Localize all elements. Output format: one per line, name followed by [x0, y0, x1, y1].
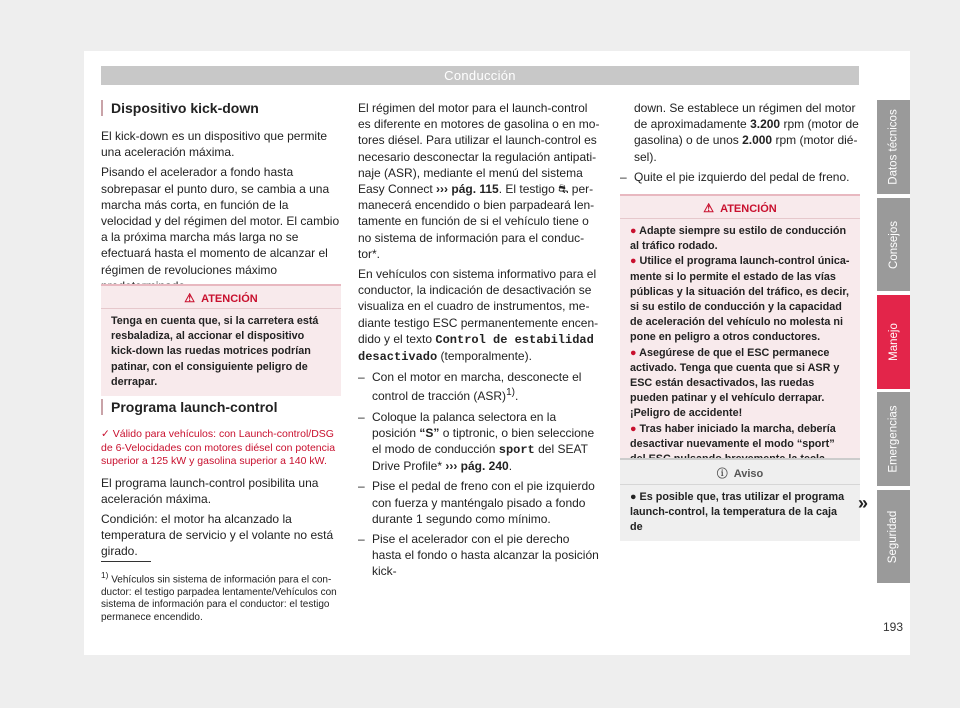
- notice-item-text: Es posible que, tras utilizar el programa launch-control, la temperatura de la caja de: [630, 491, 845, 534]
- warning-item: ● Adapte siempre su estilo de conducción al tráfico rodado.: [630, 225, 847, 253]
- step-item: – Quite el pie izquierdo del pedal de freno.: [620, 169, 850, 184]
- step-item: – Con el motor en marcha, desconecte el control de tracción (ASR)$^{1)}$.: [358, 370, 582, 404]
- text: permanecerá encendido o bien parpadeará lentamente en función de si el vehículo tiene o no sistema de información para el conductor*.: [358, 182, 595, 261]
- step-item: – Coloque la palanca selectora en la posición “S” o tiptronic, o bien seleccione el modo de conducción sport del SEAT Drive Profile* ››› pág. 240.: [358, 409, 595, 474]
- side-tab-label: Emergencias: [887, 405, 900, 473]
- page-number: 193: [882, 620, 904, 634]
- warning-title: [620, 196, 860, 219]
- page-reference-link[interactable]: ››› pág. 240: [445, 459, 509, 474]
- warning-item-text: Utilice el programa launch-control únicamente si lo permite el estado de las vías públicas y la situación del tráfico, es decir, si su estilo de conducción y la capacidad de aceleración del vehículo no molesta ni pone en peligro a otros conductores.: [630, 255, 850, 344]
- rpm-value: 3.200: [750, 117, 781, 132]
- warning-list: [620, 219, 860, 488]
- step-text: Coloque la palanca selectora en la posición: [372, 409, 557, 440]
- text: En vehículos con sistema informativo para el conductor, la indicación de desactivación se visualiza en el cuadro de instrumentos, mediante testigo ESC permanentemente encendido y el texto: [358, 267, 599, 346]
- mode-label: sport: [498, 443, 535, 458]
- notice-title-text: Aviso: [733, 468, 764, 480]
- step-text: Pise el pedal de freno con el pie izquierdo con fuerza y manténgalo pisado a fondo durante 1 segundo como mínimo.: [372, 479, 595, 526]
- warning-item-text: Adapte siempre su estilo de conducción al tráfico rodado.: [630, 225, 847, 253]
- footnote: [101, 569, 341, 624]
- step-text: rpm (motor diésel).: [634, 133, 858, 164]
- text: . El testigo: [498, 182, 559, 197]
- notice-title: [620, 460, 860, 485]
- warning-box-kickdown: [101, 284, 341, 396]
- side-tab-consejos[interactable]: [877, 198, 910, 291]
- side-tab-datos-tecnicos[interactable]: [877, 100, 910, 194]
- validity-note: [101, 428, 341, 469]
- footnote-mark: 1): [101, 570, 109, 580]
- validity-text: Válido para vehículos: con Launch-control/DSG de 6-Velocidades con motores diésel con potencia superior a 125 kW y gasolina superior a 140 kW.: [101, 428, 336, 467]
- chapter-title: Conducción: [444, 68, 516, 83]
- step-text: o tiptronic, o bien seleccione el modo de conducción: [372, 425, 595, 457]
- warning-text: Tenga en cuenta que, si la carretera está resbaladiza, al accionar el dispositivo kick-down las ruedas motrices podrían patinar, con el consiguiente peligro de derrapar.: [111, 315, 319, 388]
- step-text: Con el motor en marcha, desconecte el control de tracción (ASR): [372, 370, 582, 404]
- warning-box-launch: [620, 194, 860, 488]
- paragraph: [358, 100, 602, 262]
- side-tab-label: Consejos: [887, 220, 900, 269]
- warning-title-text: ATENCIÓN: [720, 203, 777, 215]
- step-text: Pise el acelerador con el pie derecho hasta el fondo o hasta alcanzar la posición kick-: [372, 532, 599, 579]
- text: El régimen del motor para el launch-control es diferente en motores de gasolina o en motores diésel. Para utilizar el launch-control es necesario desconectar la regulación antipatinaje (ASR), mediante el menú del sistema Easy Connect: [358, 101, 600, 197]
- text: (temporalmente).: [437, 349, 532, 364]
- display-text: Control de estabilidad desactivado: [358, 332, 594, 365]
- right-column: [620, 100, 860, 189]
- step-continuation: [620, 100, 860, 165]
- warning-item: ● Utilice el programa launch-control únicamente si lo permite el estado de las vías públicas y la situación del tráfico, es decir, si su estilo de conducción y la capacidad de aceleración del vehículo no molesta ni pone en peligro a otros conductores.: [630, 255, 850, 344]
- side-tab-label: Datos técnicos: [887, 109, 900, 185]
- notice-text: ● Es posible que, tras utilizar el programa launch-control, la temperatura de la caja de: [630, 491, 845, 534]
- side-tab-label: Seguridad: [887, 510, 900, 563]
- footnote-ref: 1): [506, 387, 515, 399]
- paragraph: [358, 266, 602, 365]
- check-icon: ✓: [101, 428, 110, 440]
- warning-item: ● Tras haber iniciado la marcha, debería desactivar nuevamente el modo “sport”: [630, 422, 850, 483]
- left-column-lower: [101, 399, 341, 564]
- left-column: [101, 100, 341, 298]
- paragraph: El kick-down es un dispositivo que permite una aceleración máxima.: [101, 129, 328, 160]
- step-text: down. Se establece un régimen del motor de aproximadamente: [634, 101, 856, 132]
- warning-item-text: Asegúrese de que el ESC permanece activado. Tenga que cuenta que si ASR y ESC están desactivados, las ruedas pueden patinar y el vehículo derrapar. ¡Peligro de accidente!: [630, 346, 840, 420]
- info-icon: ⓘ: [716, 468, 728, 480]
- mode-label: “S”: [419, 425, 440, 440]
- step-text: del SEAT Drive Profile*: [372, 442, 588, 474]
- warning-triangle-icon: ⚠: [703, 201, 715, 215]
- paragraph: Condición: el motor ha alcanzado la temperatura de servicio y el volante no está girado.: [101, 511, 334, 559]
- step-text: rpm (motor de gasolina) o de unos: [634, 117, 859, 148]
- notice-box: [620, 458, 860, 541]
- rpm-value: 2.000: [742, 133, 773, 148]
- paragraph: El programa launch-control posibilita una aceleración máxima.: [101, 475, 319, 506]
- warning-triangle-icon: ⚠: [184, 291, 196, 305]
- warning-title-text: ATENCIÓN: [201, 293, 258, 305]
- step-text: Quite el pie izquierdo del pedal de freno.: [634, 169, 850, 184]
- step-item: – Pise el pedal de freno con el pie izquierdo con fuerza y manténgalo pisado a fondo durante 1 segundo como mínimo.: [358, 478, 602, 527]
- warning-item-text: Tras haber iniciado la marcha, debería desactivar nuevamente el modo “sport”: [630, 422, 836, 450]
- paragraph: Pisando el acelerador a fondo hasta sobrepasar el punto duro, se cambia a una marcha más corta, en función de la velocidad y del régimen del motor. El cambio a la próxima marcha más larga no se efectuará hasta el momento de alcanzar el régimen de revoluciones máximo: [101, 165, 340, 277]
- section-heading-launch: Programa launch-control: [101, 399, 341, 415]
- chapter-header: [101, 66, 859, 85]
- warning-title: [101, 286, 341, 309]
- side-tab-manejo[interactable]: [877, 295, 910, 389]
- middle-column: [358, 100, 602, 584]
- section-heading-kickdown: Dispositivo kick-down: [101, 100, 341, 116]
- step-item: – Pise el acelerador con el pie derecho hasta el fondo o hasta alcanzar la posición kick-: [358, 531, 602, 580]
- footnote-rule: [101, 561, 151, 562]
- page-reference-link[interactable]: ››› pág. 115: [436, 182, 499, 197]
- continued-arrow-icon: »: [858, 493, 869, 513]
- side-tab-seguridad[interactable]: [877, 490, 910, 583]
- side-tab-label: Manejo: [887, 323, 900, 361]
- traction-warning-icon: ⛐: [558, 182, 569, 197]
- footnote-text: Vehículos sin sistema de información para el conductor: el testigo parpadea lentamente/Vehículos con sistema de información para el conductor: el testigo permanece encendido.: [101, 574, 337, 623]
- warning-item: ● Asegúrese de que el ESC permanece activado. Tenga que cuenta que si ASR y ESC están desactivados, las ruedas pueden patinar y el vehículo derrapar. ¡Peligro de accidente!: [630, 346, 840, 420]
- side-tab-emergencias[interactable]: [877, 392, 910, 486]
